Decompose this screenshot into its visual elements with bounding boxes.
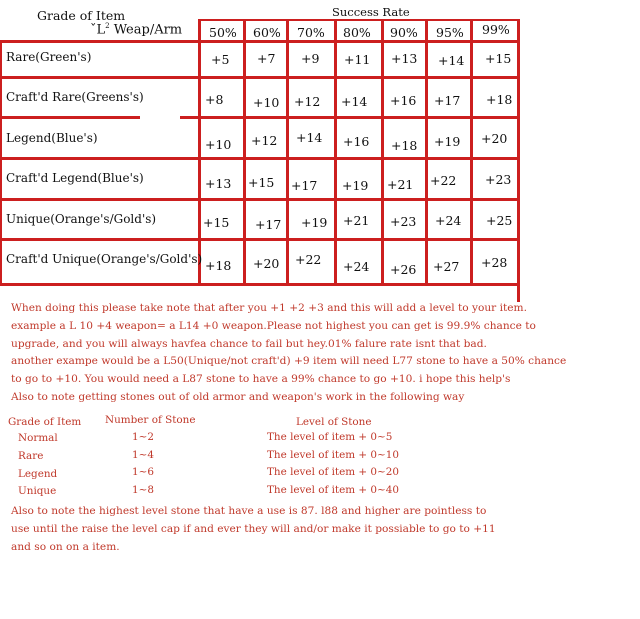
cell-r6-c7: +28: [481, 255, 508, 270]
grid-bottom: [0, 283, 520, 286]
stone-row-level: The level of item + 0~10: [267, 449, 399, 461]
stone-row-grade: Unique: [18, 485, 57, 497]
stone-row-level: The level of item + 0~40: [267, 484, 399, 496]
note-line-4: another exampe would be a L50(Unique/not craft'd) +9 item will need L77 stone to have a 50% chance: [11, 355, 567, 368]
cell-r1-c4: +11: [344, 52, 371, 67]
cell-r1-c5: +13: [391, 51, 418, 66]
cell-r3-c7: +20: [481, 131, 508, 146]
grid-left: [0, 40, 2, 286]
stone-row-level: The level of item + 0~20: [267, 466, 399, 478]
row-label-crafted-unique: Craft'd Unique(Orange's/Gold's): [6, 252, 203, 266]
grid-row3-bottom: [0, 157, 520, 160]
note-line-5: to go to +10. You would need a L87 stone to have a 99% chance to go +10. i hope this help's: [11, 373, 511, 386]
cell-r5-c1: +15: [203, 215, 230, 230]
cell-r4-c2: +15: [248, 175, 275, 190]
col-header-95: 95%: [436, 25, 464, 40]
weap-header-label: Weap/Arm: [113, 22, 183, 38]
stone-row-number: 1~4: [132, 449, 154, 461]
cell-r2-c7: +18: [486, 92, 513, 107]
grade-header: Grade of Item: [37, 8, 126, 23]
cell-r2-c1: +8: [205, 92, 224, 107]
grid-col-label: [198, 19, 201, 286]
cell-r2-c6: +17: [434, 93, 461, 108]
cell-r5-c5: +23: [390, 214, 417, 229]
header-divider-glyph: ˇL: [90, 22, 106, 38]
cell-r3-c6: +19: [434, 134, 461, 149]
cell-r6-c1: +18: [205, 258, 232, 273]
cell-r1-c6: +14: [438, 53, 465, 68]
cell-r4-c3: +17: [291, 178, 318, 193]
stone-row-number: 1~8: [132, 484, 154, 496]
cell-r2-c3: +12: [294, 94, 321, 109]
cell-r3-c3: +14: [296, 130, 323, 145]
cell-r6-c2: +20: [253, 256, 280, 271]
row-label-crafted-legend: Craft'd Legend(Blue's): [6, 171, 144, 185]
cell-r2-c2: +10: [253, 95, 280, 110]
grid-col-3: [334, 19, 337, 286]
col-header-80: 80%: [343, 25, 371, 40]
cell-r5-c7: +25: [486, 213, 513, 228]
stone-header-number: Number of Stone: [105, 414, 196, 426]
grid-row2-bottom: [0, 116, 520, 119]
cell-r6-c6: +27: [433, 259, 460, 274]
cell-r4-c5: +21: [387, 177, 414, 192]
grid-header-bottom: [0, 40, 520, 43]
grid-row5-bottom: [0, 238, 520, 241]
col-header-90: 90%: [390, 25, 418, 40]
cell-r1-c3: +9: [301, 51, 320, 66]
cell-r4-c6: +22: [430, 173, 457, 188]
grid-col-4: [381, 19, 384, 286]
footer-line-3: and so on on a item.: [11, 540, 120, 553]
stone-header-level: Level of Stone: [296, 416, 372, 428]
cell-r2-c5: +16: [390, 93, 417, 108]
note-line-1: When doing this please take note that after you +1 +2 +3 and this will add a level to your item.: [11, 302, 527, 314]
cell-r3-c2: +12: [251, 133, 278, 148]
cell-r3-c1: +10: [205, 137, 232, 152]
cell-r4-c4: +19: [342, 178, 369, 193]
cell-r6-c5: +26: [390, 262, 417, 277]
stone-header-grade: Grade of Item: [8, 416, 82, 428]
footer-notes: [11, 503, 496, 556]
grid-col-6: [470, 19, 473, 286]
cell-r1-c7: +15: [485, 51, 512, 66]
note-line-6: Also to note getting stones out of old armor and weapon's work in the following way: [11, 390, 465, 403]
cell-r4-c1: +13: [205, 176, 232, 191]
grid-right: [517, 19, 520, 302]
stone-row-number: 1~2: [132, 431, 154, 443]
col-header-60: 60%: [253, 25, 281, 40]
row-label-unique: Unique(Orange's/Gold's): [6, 212, 157, 226]
row-label-crafted-rare: Craft'd Rare(Greens's): [6, 90, 144, 104]
col-header-99: 99%: [482, 22, 510, 37]
cell-r3-c4: +16: [343, 134, 370, 149]
col-header-70: 70%: [297, 25, 325, 40]
stone-row-grade: Rare: [18, 450, 44, 462]
grid-col-2: [286, 19, 289, 286]
cell-r4-c7: +23: [485, 172, 512, 187]
cell-r6-c3: +22: [295, 252, 322, 267]
row-label-rare: Rare(Green's): [6, 50, 92, 64]
note-line-2: example a L 10 +4 weapon= a L14 +0 weapon.Please not highest you can get is 99.9% chance to: [11, 319, 536, 332]
note-line-3: upgrade, and you will always havfea chance to fail but hey.01% falure rate isnt that bad.: [11, 337, 487, 350]
grid-row4-bottom: [0, 198, 520, 201]
stone-row-grade: Legend: [18, 468, 58, 480]
weap-header: ˇL$^2$ Weap/Arm: [90, 22, 183, 38]
grid-col-5: [425, 19, 428, 286]
cell-r5-c3: +19: [301, 215, 328, 230]
cell-r5-c2: +17: [255, 217, 282, 232]
grid-col-1: [243, 19, 246, 286]
cell-r1-c2: +7: [257, 51, 276, 66]
col-header-50: 50%: [209, 25, 237, 40]
cell-r5-c4: +21: [343, 213, 370, 228]
upgrade-notes: [11, 300, 567, 407]
grid-row1-bottom: [0, 76, 520, 79]
cell-r5-c6: +24: [435, 213, 462, 228]
stone-row-number: 1~6: [132, 466, 154, 478]
cell-r3-c5: +18: [391, 138, 418, 153]
stone-row-level: The level of item + 0~5: [267, 431, 393, 443]
row-label-legend: Legend(Blue's): [6, 131, 98, 145]
success-header: Success Rate: [332, 5, 410, 19]
scribble-mark: [140, 116, 180, 119]
stone-row-grade: Normal: [18, 432, 58, 444]
footer-line-1: Also to note the highest level stone that have a use is 87. l88 and higher are pointless to: [11, 505, 487, 517]
cell-r1-c1: +5: [211, 52, 230, 67]
footer-line-2: use until the raise the level cap if and ever they will and/or make it possiable to go to +11: [11, 522, 496, 535]
cell-r6-c4: +24: [343, 259, 370, 274]
cell-r2-c4: +14: [341, 94, 368, 109]
